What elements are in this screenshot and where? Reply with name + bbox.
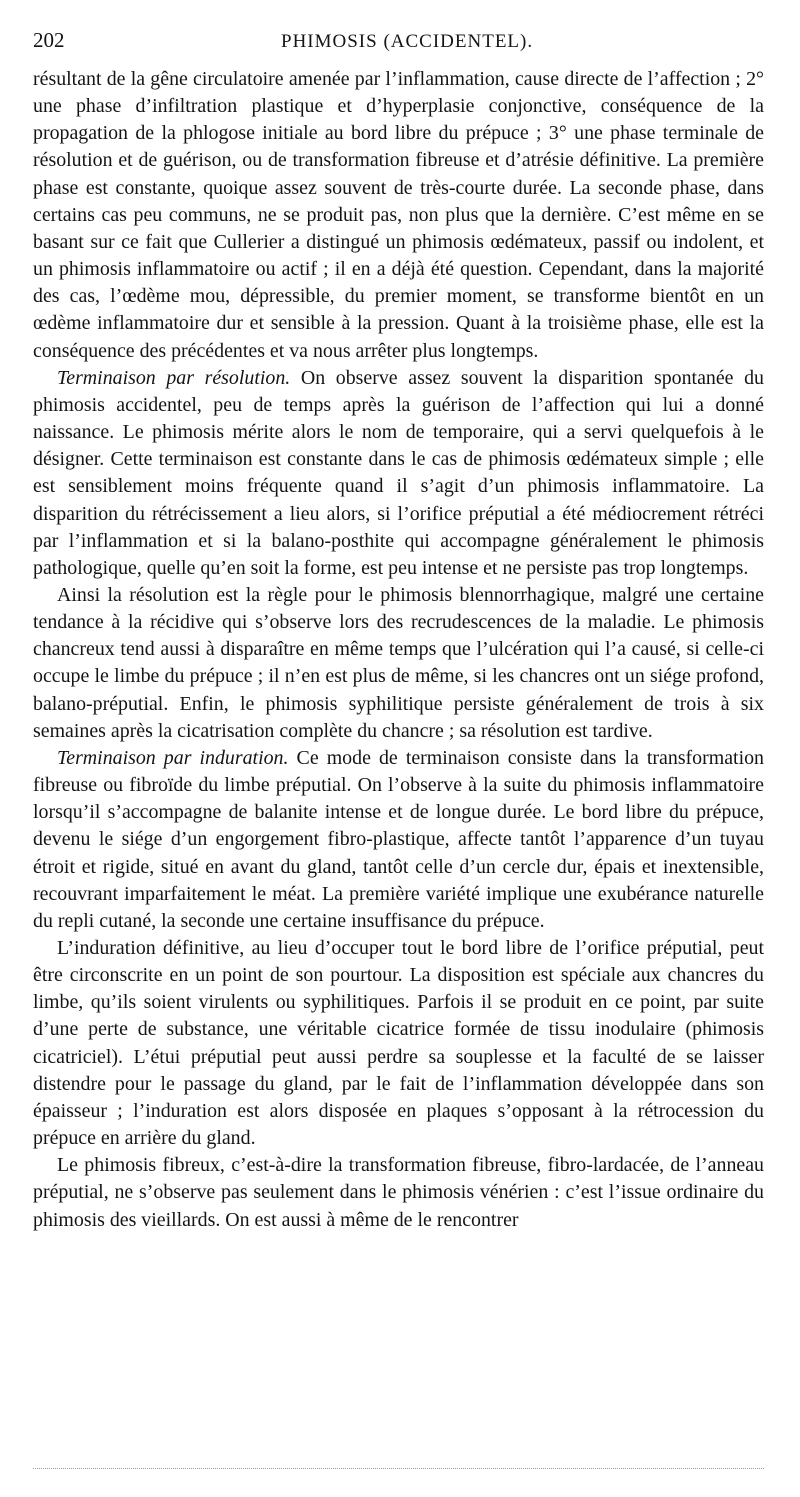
section-lead-resolution: Terminaison par résolution. — [57, 366, 291, 389]
section-lead-induration: Terminaison par induration. — [57, 746, 289, 769]
running-title: PHIMOSIS (ACCIDENTEL). — [281, 31, 534, 52]
paragraph-ainsi — [33, 582, 764, 745]
body-text — [33, 66, 764, 1234]
paragraph-text: Ce mode de terminaison consiste dans la transformation fibreuse ou fibroïde du limbe préputial. On l’observe à la suite du phimosis inflammatoire lorsqu’il s’accompagne de balanite intense et de longue durée. Le bord libre du prépuce, devenu le siége d’un engorgement fibro-plastique, affecte tantôt l’apparence d’un tuyau étroit et rigide, situé en avant du gland, tantôt celle d’un cercle dur, épais et inextensible, recouvrant imparfaitement le méat. La première variété implique une exubérance naturelle du repli cutané, la seconde une certaine insuffisance du prépuce. — [33, 746, 764, 932]
paragraph-text: On observe assez souvent la disparition spontanée du phimosis accidentel, peu de temps après la guérison de l’affection qui lui a donné naissance. Le phimosis mérite alors le nom de temporaire, qui a servi quelquefois à le désigner. Cette terminaison est constante dans le cas de phimosis œdémateux simple ; elle est sensiblement moins fréquente quand il s’agit d’un phimosis inflammatoire. La disparition du rétrécissement a lieu alors, si l’orifice préputial a été médiocrement rétréci par l’inflammation et si la balano-posthite qui accompagne généralement le phimosis pathologique, quelle qu’en soit la forme, est peu intense et ne persiste pas trop longtemps. — [33, 366, 764, 579]
paragraph-text: Le phimosis fibreux, c’est-à-dire la transformation fibreuse, fibro-lardacée, de l’anneau préputial, ne s’observe pas seulement dans le phimosis vénérien : c’est l’issue ordinaire du phimosis des vieillards. On est aussi à même de le rencontrer — [33, 1154, 764, 1231]
paragraph-resolution — [33, 365, 764, 582]
page-header — [33, 28, 764, 66]
paragraph-continuation — [33, 66, 764, 365]
page-number: 202 — [33, 28, 65, 52]
paragraph-text: Ainsi la résolution est la règle pour le phimosis blennorrhagique, malgré une certaine tendance à la récidive qui s’observe lors des recrudescences de la maladie. Le phimosis chancreux tend aussi à disparaître en même temps que l’ulcération qui l’a causé, si celle-ci occupe le limbe du prépuce ; il n’en est plus de même, si les chancres ont un siége profond, balano-préputial. Enfin, le phimosis syphilitique persiste généralement de trois à six semaines après la cicatrisation complète du chancre ; sa résolution est tardive. — [33, 583, 764, 742]
paragraph-induration — [33, 745, 764, 935]
paragraph-text: L’induration définitive, au lieu d’occuper tout le bord libre de l’orifice préputial, peut être circonscrite en un point de son pourtour. La disposition est spéciale aux chancres du limbe, qu’ils soient virulents ou syphilitiques. Parfois il se produit en ce point, par suite d’une perte de substance, une véritable cicatrice formée de tissu inodulaire (phimosis cicatriciel). L’étui préputial peut aussi perdre sa souplesse et la faculté de se laisser distendre pour le passage du gland, par le fait de l’inflammation développée dans son épaisseur ; l’induration est alors disposée en plaques s’opposant à la rétrocession du prépuce en arrière du gland. — [33, 937, 764, 1150]
paragraph-text: résultant de la gêne circulatoire amenée par l’inflammation, cause directe de l’affection ; 2° une phase d’infiltration plastique et d’hyperplasie conjonctive, conséquence de la propagation de la phlogose initiale au bord libre du prépuce ; 3° une phase terminale de résolution et de guérison, ou de transformation fibreuse et d’atrésie définitive. La première phase est constante, quoique assez souvent de très-courte durée. La seconde phase, dans certains cas peu communs, ne se produit pas, non plus que la dernière. C’est même en se basant sur ce fait que Cullerier a distingué un phimosis œdémateux, passif ou indolent, et un phimosis inflammatoire ou actif ; il en a déjà été question. Cependant, dans la majorité des cas, l’œdème mou, dépressible, du premier moment, se transforme bientôt en un œdème inflammatoire dur et sensible à la pression. Quant à la troisième phase, elle est la conséquence des précédentes et va nous arrêter plus longtemps. — [33, 68, 764, 362]
footer-dotted-rule — [33, 1468, 764, 1469]
paragraph-phimosis-fibreux — [33, 1152, 764, 1233]
paragraph-induration-definitive — [33, 935, 764, 1152]
